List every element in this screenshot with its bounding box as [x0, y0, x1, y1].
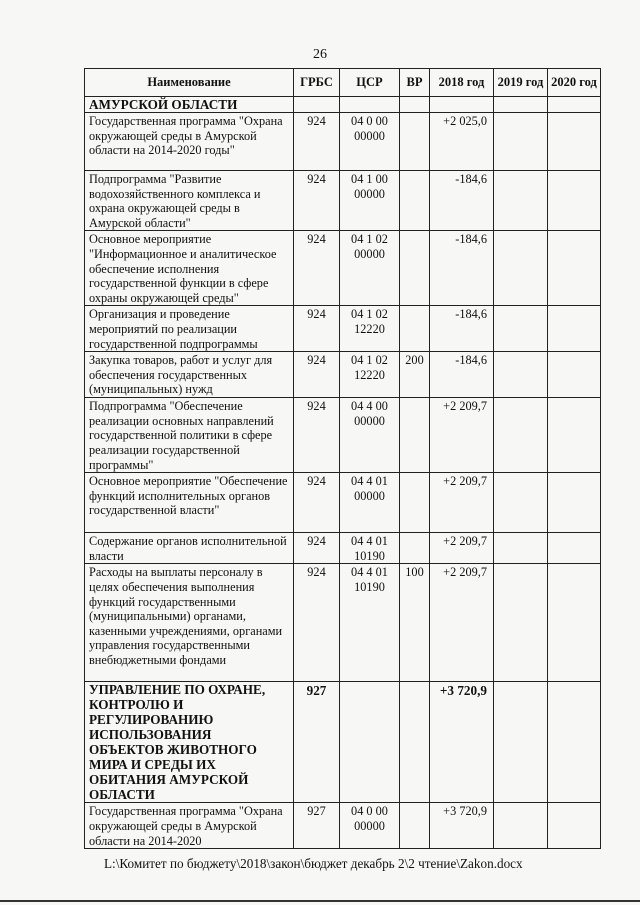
- row-csr: 04 1 02 12220: [340, 306, 400, 352]
- row-grbs: 924: [294, 231, 340, 306]
- row-2020: [548, 803, 601, 849]
- row-csr: 04 0 00 00000: [340, 113, 400, 171]
- row-name: Основное мероприятие "Информационное и аналитическое обеспечение исполнения государственной функции в сфере охраны окружающей среды": [85, 231, 294, 306]
- row-2019: [494, 473, 548, 533]
- row-2018: -184,6: [430, 231, 494, 306]
- row-name: Содержание органов исполнительной власти: [85, 533, 294, 564]
- table-row: [85, 473, 601, 533]
- row-2018: -184,6: [430, 352, 494, 398]
- header-2020: 2020 год: [548, 69, 601, 97]
- table-row: [85, 398, 601, 473]
- row-2019: [494, 113, 548, 171]
- row-2020: [548, 564, 601, 682]
- row-2020: [548, 473, 601, 533]
- row-2019: [494, 97, 548, 113]
- row-csr: 04 4 01 10190: [340, 533, 400, 564]
- header-vr: ВР: [400, 69, 430, 97]
- row-name: Организация и проведение мероприятий по реализации государственной подпрограммы: [85, 306, 294, 352]
- row-name: Расходы на выплаты персоналу в целях обеспечения выполнения функций государственными (муниципальными) органами, казенными учреждениями, органами управления государственными внебюджетными фондами: [85, 564, 294, 682]
- row-vr: [400, 803, 430, 849]
- row-csr: 04 4 01 10190: [340, 564, 400, 682]
- row-vr: [400, 473, 430, 533]
- row-grbs: 924: [294, 473, 340, 533]
- row-2020: [548, 533, 601, 564]
- row-2018: +2 209,7: [430, 533, 494, 564]
- row-2019: [494, 231, 548, 306]
- row-name: Подпрограмма "Обеспечение реализации основных направлений государственной политики в сфере реализации государственной программы": [85, 398, 294, 473]
- row-vr: [400, 171, 430, 231]
- row-csr: 04 4 01 00000: [340, 473, 400, 533]
- row-grbs: 924: [294, 564, 340, 682]
- row-2020: [548, 398, 601, 473]
- table-row: [85, 171, 601, 231]
- row-csr: 04 1 00 00000: [340, 171, 400, 231]
- row-2020: [548, 306, 601, 352]
- table-row: [85, 231, 601, 306]
- row-name: АМУРСКОЙ ОБЛАСТИ: [85, 97, 294, 113]
- row-vr: 200: [400, 352, 430, 398]
- row-2018: +3 720,9: [430, 803, 494, 849]
- row-name: Основное мероприятие "Обеспечение функций исполнительных органов государственной власти": [85, 473, 294, 533]
- row-grbs: 927: [294, 803, 340, 849]
- header-2018: 2018 год: [430, 69, 494, 97]
- row-name: Подпрограмма "Развитие водохозяйственного комплекса и охрана окружающей среды в Амурской области": [85, 171, 294, 231]
- row-grbs: [294, 97, 340, 113]
- row-name: Закупка товаров, работ и услуг для обеспечения государственных (муниципальных) нужд: [85, 352, 294, 398]
- table-row: [85, 352, 601, 398]
- row-grbs: 924: [294, 352, 340, 398]
- row-2020: [548, 171, 601, 231]
- row-grbs: 924: [294, 306, 340, 352]
- row-2019: [494, 803, 548, 849]
- row-2018: +2 209,7: [430, 473, 494, 533]
- header-csr: ЦСР: [340, 69, 400, 97]
- row-2019: [494, 352, 548, 398]
- row-csr: [340, 97, 400, 113]
- row-2020: [548, 97, 601, 113]
- row-name: Государственная программа "Охрана окружающей среды в Амурской области на 2014-2020 годы": [85, 113, 294, 171]
- row-2020: [548, 231, 601, 306]
- page-number: 26: [313, 47, 327, 62]
- row-vr: [400, 398, 430, 473]
- row-vr: [400, 533, 430, 564]
- table-row: [85, 564, 601, 682]
- row-grbs: 924: [294, 533, 340, 564]
- row-2020: [548, 682, 601, 803]
- table-row: [85, 97, 601, 113]
- row-2019: [494, 533, 548, 564]
- budget-table: [84, 68, 601, 849]
- row-csr: 04 1 02 12220: [340, 352, 400, 398]
- row-2018: -184,6: [430, 306, 494, 352]
- row-grbs: 927: [294, 682, 340, 803]
- row-csr: 04 0 00 00000: [340, 803, 400, 849]
- table-header-row: [85, 69, 601, 97]
- row-grbs: 924: [294, 171, 340, 231]
- row-csr: 04 4 00 00000: [340, 398, 400, 473]
- row-2018: [430, 97, 494, 113]
- row-2018: +2 025,0: [430, 113, 494, 171]
- row-2020: [548, 113, 601, 171]
- row-vr: [400, 113, 430, 171]
- footer-file-path: L:\Комитет по бюджету\2018\закон\бюджет декабрь 2\2 чтение\Zakon.docx: [104, 856, 523, 871]
- row-2019: [494, 564, 548, 682]
- row-vr: [400, 97, 430, 113]
- row-vr: [400, 231, 430, 306]
- row-2019: [494, 398, 548, 473]
- header-2019: 2019 год: [494, 69, 548, 97]
- header-grbs: ГРБС: [294, 69, 340, 97]
- row-2018: +3 720,9: [430, 682, 494, 803]
- row-csr: [340, 682, 400, 803]
- row-2018: +2 209,7: [430, 564, 494, 682]
- row-csr: 04 1 02 00000: [340, 231, 400, 306]
- row-vr: 100: [400, 564, 430, 682]
- row-vr: [400, 306, 430, 352]
- table-row: [85, 682, 601, 803]
- row-2019: [494, 682, 548, 803]
- table-row: [85, 306, 601, 352]
- row-2019: [494, 171, 548, 231]
- row-name: Государственная программа "Охрана окружающей среды в Амурской области на 2014-2020: [85, 803, 294, 849]
- row-2018: +2 209,7: [430, 398, 494, 473]
- header-name: Наименование: [85, 69, 294, 97]
- row-vr: [400, 682, 430, 803]
- row-2018: -184,6: [430, 171, 494, 231]
- row-name: УПРАВЛЕНИЕ ПО ОХРАНЕ, КОНТРОЛЮ И РЕГУЛИРОВАНИЮ ИСПОЛЬЗОВАНИЯ ОБЪЕКТОВ ЖИВОТНОГО МИРА И СРЕДЫ ИХ ОБИТАНИЯ АМУРСКОЙ ОБЛАСТИ: [85, 682, 294, 803]
- row-grbs: 924: [294, 398, 340, 473]
- table-row: [85, 113, 601, 171]
- page-bottom-divider: [0, 900, 640, 902]
- row-grbs: 924: [294, 113, 340, 171]
- row-2020: [548, 352, 601, 398]
- row-2019: [494, 306, 548, 352]
- table-row: [85, 533, 601, 564]
- table-row: [85, 803, 601, 849]
